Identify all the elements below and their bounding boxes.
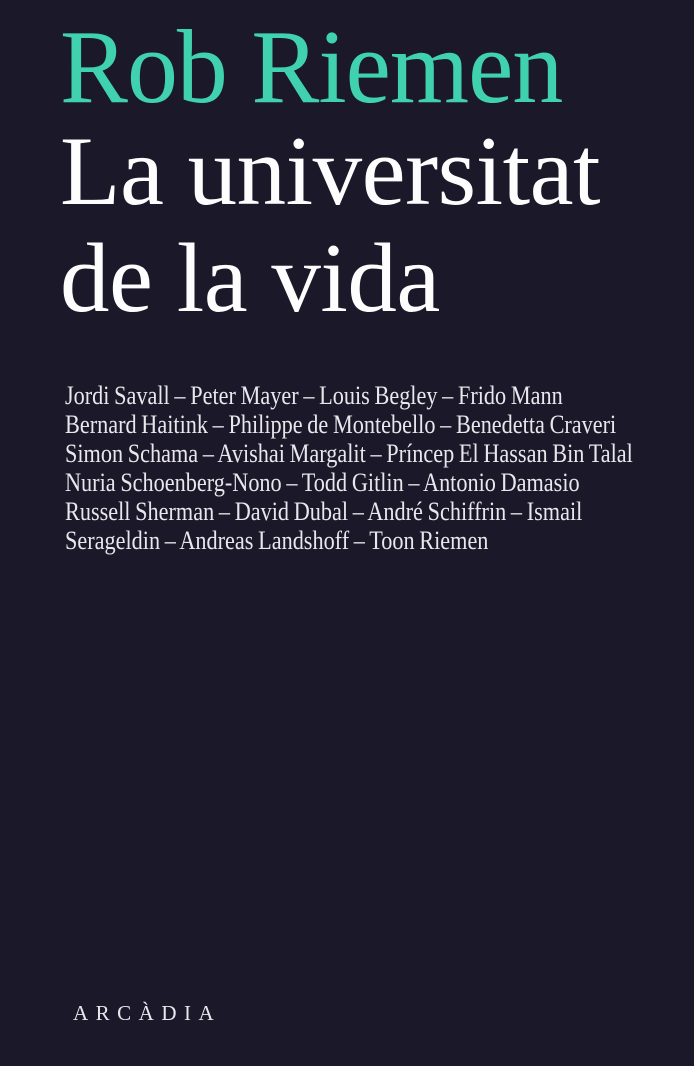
book-title-line-2: de la vida [60,224,440,333]
contributor-line: Nuria Schoenberg-Nono – Todd Gitlin – Antonio Damasio [65,468,580,497]
contributors-list [65,381,633,555]
contributor-line: Jordi Savall – Peter Mayer – Louis Begley – Frido Mann [65,381,563,410]
contributor-line: Russell Sherman – David Dubal – André Schiffrin – Ismail [65,497,583,526]
contributor-line: Simon Schama – Avishai Margalit – Príncep El Hassan Bin Talal [65,439,633,468]
publisher-logo: ARCÀDIA [73,1001,222,1025]
contributor-line: Bernard Haitink – Philippe de Montebello – Benedetta Craveri [65,410,617,439]
contributor-line: Serageldin – Andreas Landshoff – Toon Riemen [65,526,489,555]
author-name: Rob Riemen [60,8,563,125]
book-title [60,118,600,332]
book-title-line-1: La universitat [60,117,601,226]
